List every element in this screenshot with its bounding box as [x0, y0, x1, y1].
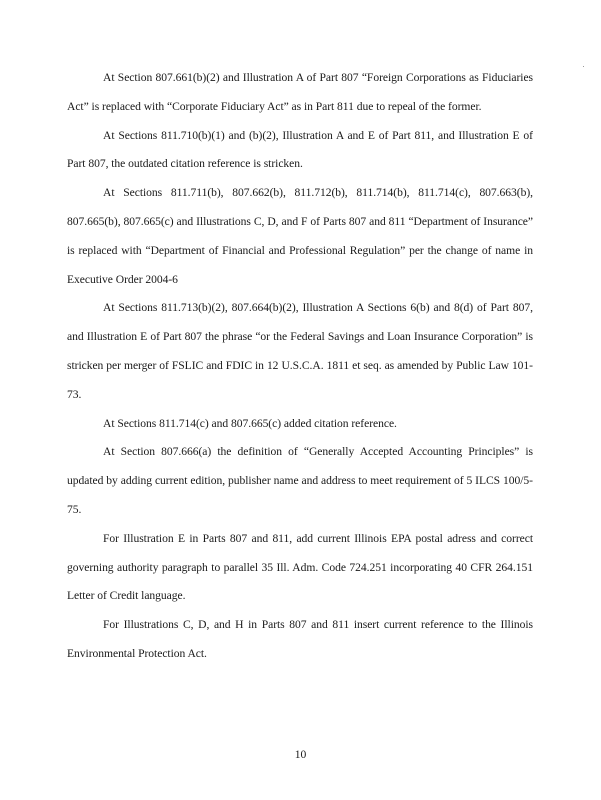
page-number: 10 — [294, 748, 307, 761]
paragraph-department-of-insurance: At Sections 811.711(b), 807.662(b), 811.712(b), 811.714(b), 811.714(c), 807.663(b), 807.665(b), 807.665(c) and Illustrations C, D, and F of Parts 807 and 811 “Department of Insurance” is replaced with “Department of Financial and Professional Regulation” per the change of name in Executive Order 2004-6 — [67, 186, 533, 286]
paragraph-foreign-corporations: At Section 807.661(b)(2) and Illustration A of Part 807 “Foreign Corporations as Fiduciaries Act” is replaced with “Corporate Fiduciary Act” as in Part 811 due to repeal of the former. — [67, 71, 533, 113]
body-text — [67, 64, 533, 669]
paragraph-gaap-definition: At Section 807.666(a) the definition of “Generally Accepted Accounting Principles” is updated by adding current edition, publisher name and address to meet requirement of 5 ILCS 100/5-75. — [67, 445, 533, 516]
paragraph-outdated-citation: At Sections 811.710(b)(1) and (b)(2), Illustration A and E of Part 811, and Illustration E of Part 807, the outdated citation reference is stricken. — [67, 128, 533, 171]
paragraph-illinois-epa-address: For Illustration E in Parts 807 and 811, add current Illinois EPA postal adress and correct governing authority paragraph to parallel 35 Ill. Adm. Code 724.251 incorporating 40 CFR 264.151 Letter of Credit language. — [67, 531, 533, 603]
scan-speck — [583, 66, 584, 67]
paragraph-added-citation: At Sections 811.714(c) and 807.665(c) added citation reference. — [103, 416, 397, 430]
paragraph-fslic-merger: At Sections 811.713(b)(2), 807.664(b)(2), Illustration A Sections 6(b) and 8(d) of Part 807, and Illustration E of Part 807 the phrase “or the Federal Savings and Loan Insurance Corporation” is stricken per merger of FSLIC and FDIC in 12 U.S.C.A. 1811 et seq. as amended by Public Law 101-73. — [67, 301, 533, 401]
paragraph-environmental-protection-act: For Illustrations C, D, and H in Parts 807 and 811 insert current reference to the Illinois Environmental Protection Act. — [67, 618, 533, 660]
